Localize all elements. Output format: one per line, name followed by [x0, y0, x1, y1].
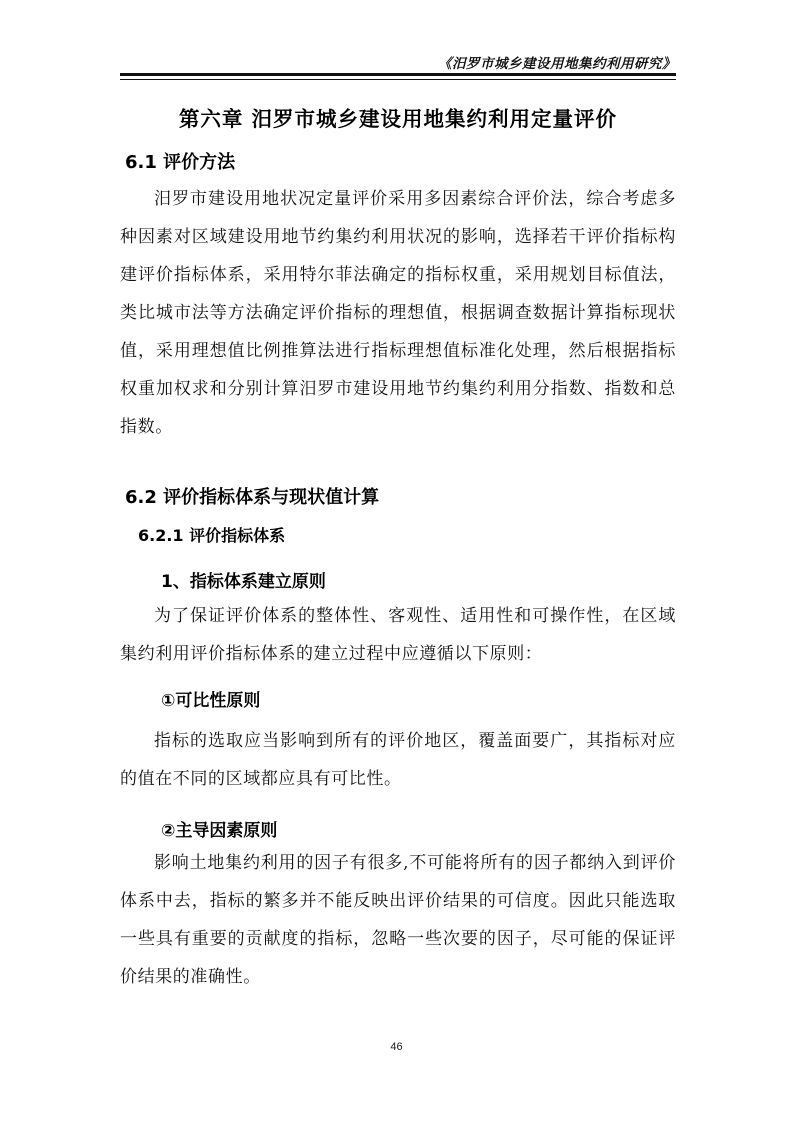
header-rule-thin: [120, 79, 676, 80]
principle-1-paragraph: 指标的选取应当影响到所有的评价地区，覆盖面要广，其指标对应的值在不同的区域都应具有可比性。: [120, 731, 676, 789]
item-1-paragraph: 为了保证评价体系的整体性、客观性、适用性和可操作性，在区域集约利用评价指标体系的建立过程中应遵循以下原则：: [120, 606, 676, 664]
section-6-1-paragraph: 汨罗市建设用地状况定量评价采用多因素综合评价法，综合考虑多种因素对区域建设用地节约集约利用状况的影响，选择若干评价指标构建评价指标体系，采用特尔菲法确定的指标权重，采用规划目标值法，类比城市法等方法确定评价指标的理想值，根据调查数据计算指标现状值，采用理想值比例推算法进行指标理想值标准化处理，然后根据指标权重加权求和分别计算汨罗市建设用地节约集约利用分指数、指数和总指数。: [120, 189, 676, 437]
principle-1-heading: ①可比性原则: [161, 691, 261, 711]
section-heading-6-1: 6.1 评价方法: [125, 152, 236, 173]
principle-2-heading: ②主导因素原则: [161, 821, 278, 841]
chapter-title: 第六章 汨罗市城乡建设用地集约利用定量评价: [178, 107, 618, 131]
item-1-heading: 1、指标体系建立原则: [161, 572, 326, 592]
running-header-title: 《汨罗市城乡建设用地集约利用研究》: [438, 56, 676, 72]
page-number: 46: [390, 1041, 403, 1053]
section-heading-6-2: 6.2 评价指标体系与现状值计算: [125, 487, 380, 508]
header-rule-thick: [120, 73, 676, 76]
section-heading-6-2-1: 6.2.1 评价指标体系: [138, 526, 286, 545]
principle-2-paragraph: 影响土地集约利用的因子有很多,不可能将所有的因子都纳入到评价体系中去，指标的繁多并不能反映出评价结果的可信度。因此只能选取一些具有重要的贡献度的指标，忽略一些次要的因子，尽可能的保证评价结果的准确性。: [120, 853, 676, 987]
